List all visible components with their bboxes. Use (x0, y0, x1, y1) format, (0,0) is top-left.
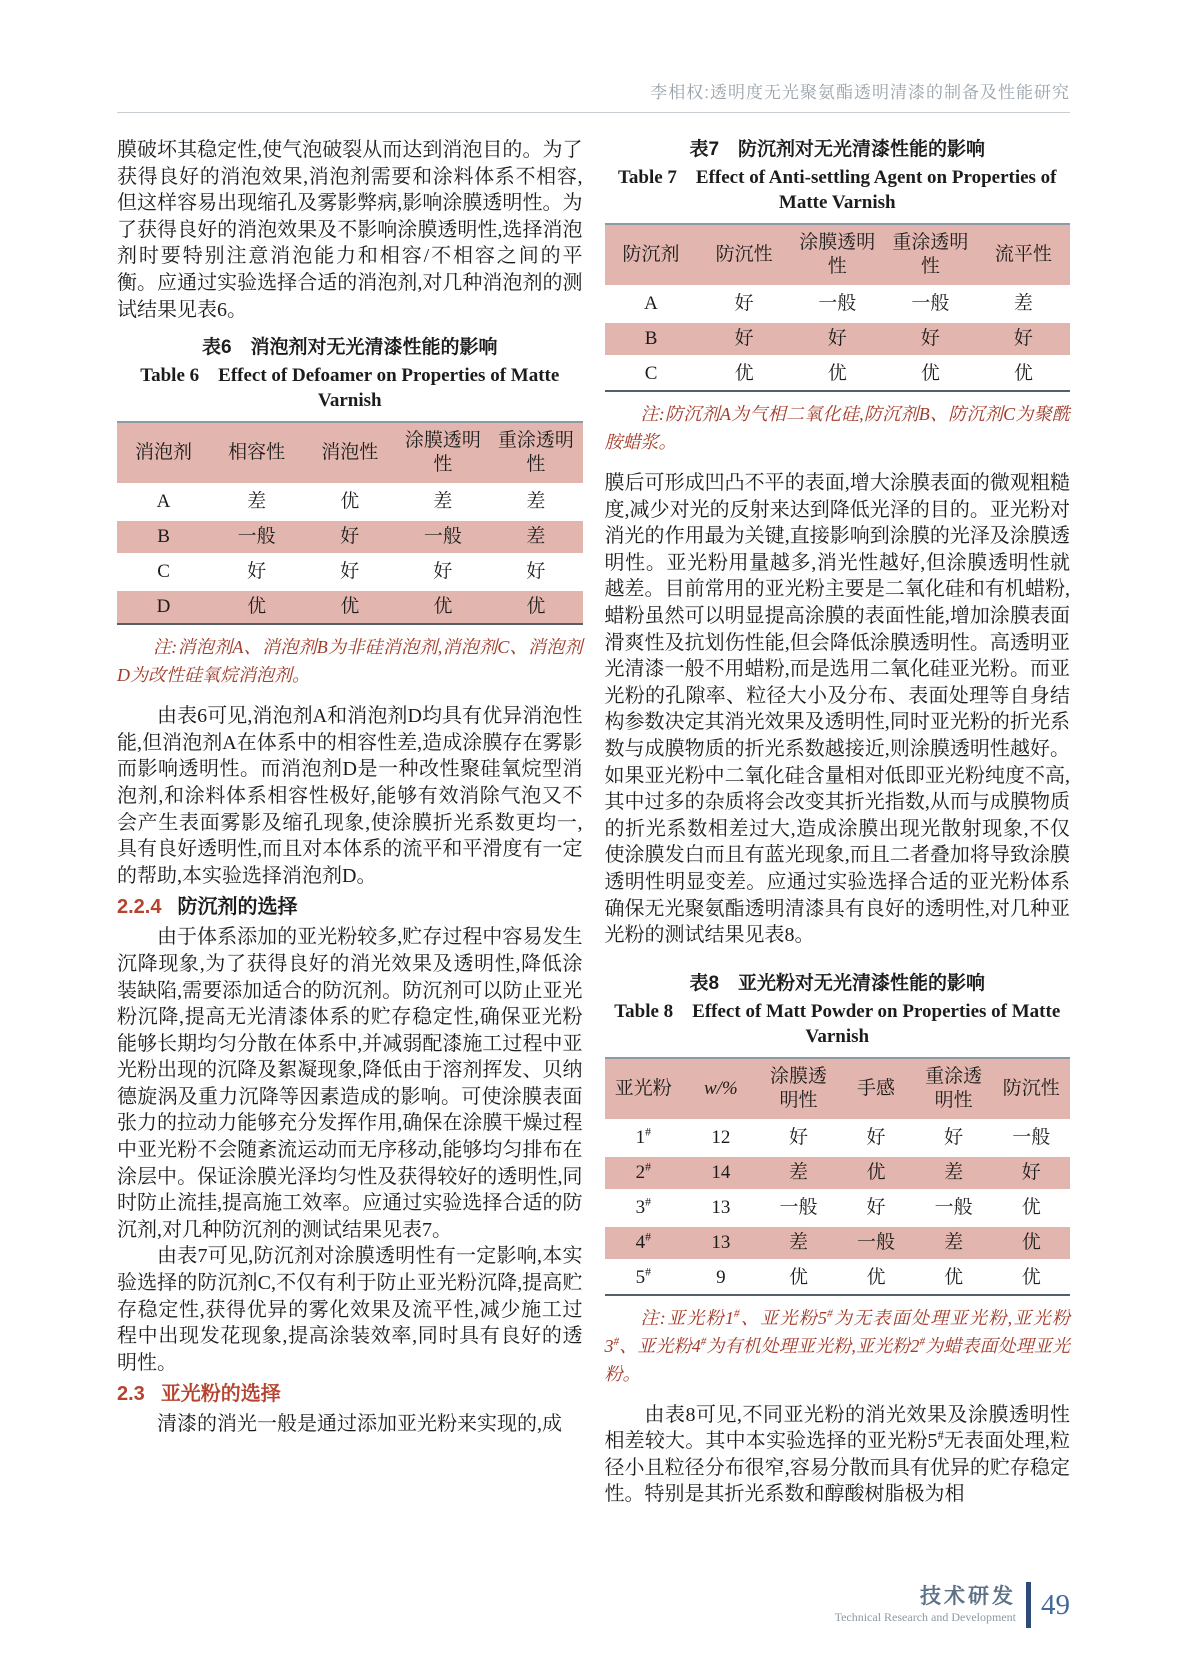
table-cell: 一般 (760, 1190, 838, 1225)
page-number: 49 (1041, 1589, 1070, 1621)
table-cell: A (605, 287, 698, 322)
table-cell: 好 (698, 322, 791, 357)
table-cell: 13 (682, 1190, 760, 1225)
table-cell: 差 (977, 287, 1070, 322)
table6-title-en: Table 6 Effect of Defoamer on Properties of Matte Varnish (140, 365, 560, 412)
page-footer (835, 1582, 1070, 1628)
table8 (605, 1057, 1071, 1296)
table-cell: 差 (760, 1225, 838, 1260)
column-header: 消泡性 (303, 422, 396, 485)
table-row (117, 590, 583, 625)
table8-block (605, 971, 1071, 1388)
table-cell: 差 (396, 485, 489, 520)
table-cell: 3# (605, 1190, 683, 1225)
table-cell: 优 (992, 1190, 1070, 1225)
footer-section-cn: 技术研发 (920, 1585, 1016, 1608)
paragraph: 清漆的消光一般是通过添加亚光粉来实现的,成 (157, 1413, 562, 1436)
table-cell: 差 (489, 520, 582, 555)
table-cell: 优 (837, 1155, 915, 1190)
table-cell: 优 (489, 590, 582, 625)
footer-section (835, 1585, 1016, 1625)
table-row (117, 485, 583, 520)
table-row (605, 1225, 1071, 1260)
section-heading-23 (117, 1381, 583, 1407)
running-header (117, 78, 1070, 113)
table7 (605, 223, 1071, 392)
column-header: 相容性 (210, 422, 303, 485)
table-row (605, 287, 1071, 322)
table-cell: 优 (788, 1266, 808, 1288)
table-cell: 一般 (915, 1190, 993, 1225)
table-cell: 差 (760, 1155, 838, 1190)
table-cell: 好 (210, 555, 303, 590)
table-cell: 优 (1013, 363, 1033, 384)
table-row (117, 520, 583, 555)
footer-section-en: Technical Research and Development (834, 1610, 1016, 1624)
table-cell: 1# (605, 1120, 683, 1155)
table-cell: 4# (605, 1225, 683, 1260)
table-cell: 差 (915, 1225, 993, 1260)
paragraph: 膜后可形成凹凸不平的表面,增大涂膜表面的微观粗糙度,减少对光的反射来达到降低光泽的目的。亚光粉对消光的作用最为关键,直接影响到涂膜的光泽及涂膜透明性。亚光粉用量越多,消光性越好,但涂膜透明性就越差。目前常用的亚光粉主要是二氧化硅和有机蜡粉,蜡粉虽然可以明显提高涂膜的表面性能,增加涂膜表面滑爽性及抗划伤性能,但会降低涂膜透明性。高透明亚光清漆一般不用蜡粉,而是选用二氧化硅亚光粉。而亚光粉的孔隙率、粒径大小及分布、表面处理等自身结构参数决定其消光效果及透明性,同时亚光粉的折光系数与成膜物质的折光系数越接近,则涂膜透明性越好。如果亚光粉中二氧化硅含量相对低即亚光粉纯度不高,其中过多的杂质将会改变其折光指数,从而与成膜物质的折光系数相差过大,造成涂膜出现光散射现象,不仅使涂膜发白而且有蓝光现象,而且二者叠加将导致涂膜透明性明显变差。应通过实验选择合适的亚光粉体系确保无光聚氨酯透明清漆具有良好的透明性,对几种亚光粉的测试结果见表8。 (604, 472, 1070, 947)
table-cell: 好 (977, 322, 1070, 357)
table6-note: 注:消泡剂A、消泡剂B为非硅消泡剂,消泡剂C、消泡剂D为改性硅氧烷消泡剂。 (117, 637, 583, 686)
table-cell: 好 (837, 1120, 915, 1155)
table6-title-cn: 表6 消泡剂对无光清漆性能的影响 (201, 337, 498, 359)
table6-block (117, 335, 583, 689)
table-cell: 一般 (992, 1120, 1070, 1155)
column-header: 涂膜透明性 (791, 224, 884, 287)
table-cell: 一般 (210, 520, 303, 555)
table-cell: 14 (682, 1155, 760, 1190)
table-cell: 差 (915, 1155, 993, 1190)
table-header-row (605, 1058, 1071, 1121)
table-row (605, 1120, 1071, 1155)
column-header: 重涂透明性 (884, 224, 977, 287)
table7-title-en: Table 7 Effect of Anti-settling Agent on Properties of Matte Varnish (617, 167, 1057, 213)
table8-title-en: Table 8 Effect of Matt Powder on Properties of Matte Varnish (614, 1000, 1061, 1047)
table-row (605, 1260, 1071, 1295)
table-row (605, 1190, 1071, 1225)
table-cell: 优 (210, 590, 303, 625)
table-row (117, 555, 583, 590)
table-cell: A (117, 485, 210, 520)
table-cell: 好 (837, 1190, 915, 1225)
section-title: 防沉剂的选择 (177, 896, 298, 919)
table7-title-cn: 表7 防沉剂对无光清漆性能的影响 (689, 139, 986, 160)
table7-note: 注:防沉剂A为气相二氧化硅,防沉剂B、防沉剂C为聚酰胺蜡浆。 (604, 404, 1070, 452)
table-cell: 5# (635, 1265, 651, 1288)
section-number: 2.2.4 (117, 896, 162, 919)
table-cell: 好 (992, 1155, 1070, 1190)
table-cell: C (117, 555, 210, 590)
table-cell: 好 (396, 555, 489, 590)
section-title: 亚光粉的选择 (160, 1383, 281, 1406)
table-cell: 好 (698, 287, 791, 322)
table-cell: 9 (716, 1266, 726, 1288)
table-cell: 优 (303, 485, 396, 520)
section-heading-224 (117, 894, 583, 920)
table-cell: 好 (760, 1120, 838, 1155)
table-row (605, 357, 1071, 392)
table-cell: 优 (827, 363, 847, 384)
column-header: 防沉性 (992, 1058, 1070, 1121)
table-header-row (117, 422, 583, 485)
section-number: 2.3 (117, 1383, 145, 1406)
table-row (605, 322, 1071, 357)
table-cell: 一般 (884, 287, 977, 322)
table8-note: 注:亚光粉1#、亚光粉5#为无表面处理亚光粉,亚光粉3#、亚光粉4#为有机处理亚光粉,亚光粉2#为蜡表面处理亚光粉。 (604, 1307, 1071, 1384)
page-content (117, 137, 1070, 1508)
table-cell: 13 (682, 1225, 760, 1260)
table-cell: 优 (734, 363, 754, 384)
table-cell: 差 (210, 485, 303, 520)
column-header: 涂膜透明性 (396, 422, 489, 485)
table-cell: 好 (791, 322, 884, 357)
table-cell: 优 (944, 1266, 964, 1288)
table-cell: 优 (866, 1266, 886, 1288)
table-cell: 优 (1021, 1266, 1041, 1288)
paragraph: 由表6可见,消泡剂A和消泡剂D均具有优异消泡性能,但消泡剂A在体系中的相容性差,造成涂膜存在雾影而影响透明性。而消泡剂D是一种改性聚硅氧烷型消泡剂,和涂料体系相容性极好,能够有效消除气泡又不会产生表面雾影及缩孔现象,使涂膜折光系数更均一,具有良好透明性,而且对本体系的流平和平滑度有一定的帮助,本实验选择消泡剂D。 (117, 705, 583, 887)
left-column (117, 137, 583, 1508)
table6 (117, 421, 583, 625)
paragraph: 膜破坏其稳定性,使气泡破裂从而达到消泡目的。为了获得良好的消泡效果,消泡剂需要和涂料体系不相容,但这样容易出现缩孔及雾影弊病,影响涂膜透明性。为了获得良好的消泡效果及不影响涂膜透明性,选择消泡剂时要特别注意消泡能力和相容/不相容之间的平衡。应通过实验选择合适的消泡剂,对几种消泡剂的测试结果见表6。 (117, 139, 583, 321)
table-cell: 12 (682, 1120, 760, 1155)
column-header: 流平性 (977, 224, 1070, 287)
table-cell: 好 (489, 555, 582, 590)
table-header-row (605, 224, 1071, 287)
table-cell: 优 (303, 590, 396, 625)
table-cell: 一般 (837, 1225, 915, 1260)
table-cell: 好 (303, 520, 396, 555)
table-row (605, 1155, 1071, 1190)
column-header: 防沉剂 (605, 224, 698, 287)
table-cell: 2# (605, 1155, 683, 1190)
paragraph: 由表7可见,防沉剂对涂膜透明性有一定影响,本实验选择的防沉剂C,不仅有利于防止亚光粉沉降,提高贮存稳定性,获得优异的雾化效果及流平性,减少施工过程中出现发花现象,提高涂装效率,同时具有良好的透明性。 (117, 1245, 583, 1374)
column-header: 消泡剂 (117, 422, 210, 485)
table-cell: 一般 (396, 520, 489, 555)
table-cell: 好 (915, 1120, 993, 1155)
right-column (605, 137, 1071, 1508)
table-cell: 好 (884, 322, 977, 357)
paragraph: 由于体系添加的亚光粉较多,贮存过程中容易发生沉降现象,为了获得良好的消光效果及透明性,降低涂装缺陷,需要添加适合的防沉剂。防沉剂可以防止亚光粉沉降,提高无光清漆体系的贮存稳定性,确保亚光粉能够长期均匀分散在体系中,并减弱配漆施工过程中亚光粉出现的沉降及絮凝现象,降低由于溶剂挥发、贝纳德旋涡及重力沉降等因素造成的影响。可使涂膜表面张力的拉动力能够充分发挥作用,确保在涂膜干燥过程中亚光粉不会随紊流运动而无序移动,能够均匀排布在涂层中。保证涂膜光泽均匀性及获得较好的透明性,同时防止流挂,提高施工效率。应通过实验选择合适的防沉剂,对几种防沉剂的测试结果见表7。 (117, 926, 583, 1241)
table-cell: 差 (489, 485, 582, 520)
column-header: 涂膜透明性 (760, 1058, 838, 1121)
column-header: 手感 (837, 1058, 915, 1121)
table-cell: C (644, 363, 658, 384)
document-page (0, 78, 1187, 1678)
column-header: 重涂透明性 (489, 422, 582, 485)
footer-divider-bar (1026, 1582, 1031, 1628)
paragraph: 由表8可见,不同亚光粉的消光效果及涂膜透明性相差较大。其中本实验选择的亚光粉5#无表面处理,粒径小且粒径分布很窄,容易分散而具有优异的贮存稳定性。特别是其折光系数和醇酸树脂极为相 (604, 1403, 1071, 1506)
column-header: 防沉性 (698, 224, 791, 287)
column-header: w/% (682, 1058, 760, 1121)
table-cell: D (117, 590, 210, 625)
table-cell: B (117, 520, 210, 555)
table-cell: B (605, 322, 698, 357)
table-cell: 优 (396, 590, 489, 625)
table8-title-cn: 表8 亚光粉对无光清漆性能的影响 (689, 972, 986, 994)
running-header-title: 李相权:透明度无光聚氨酯透明清漆的制备及性能研究 (650, 83, 1070, 102)
table-cell: 优 (992, 1225, 1070, 1260)
table-cell: 优 (920, 363, 940, 384)
table-cell: 好 (303, 555, 396, 590)
column-header: 重涂透明性 (915, 1058, 993, 1121)
column-header: 亚光粉 (605, 1058, 683, 1121)
table-cell: 一般 (791, 287, 884, 322)
table7-block (605, 137, 1071, 456)
